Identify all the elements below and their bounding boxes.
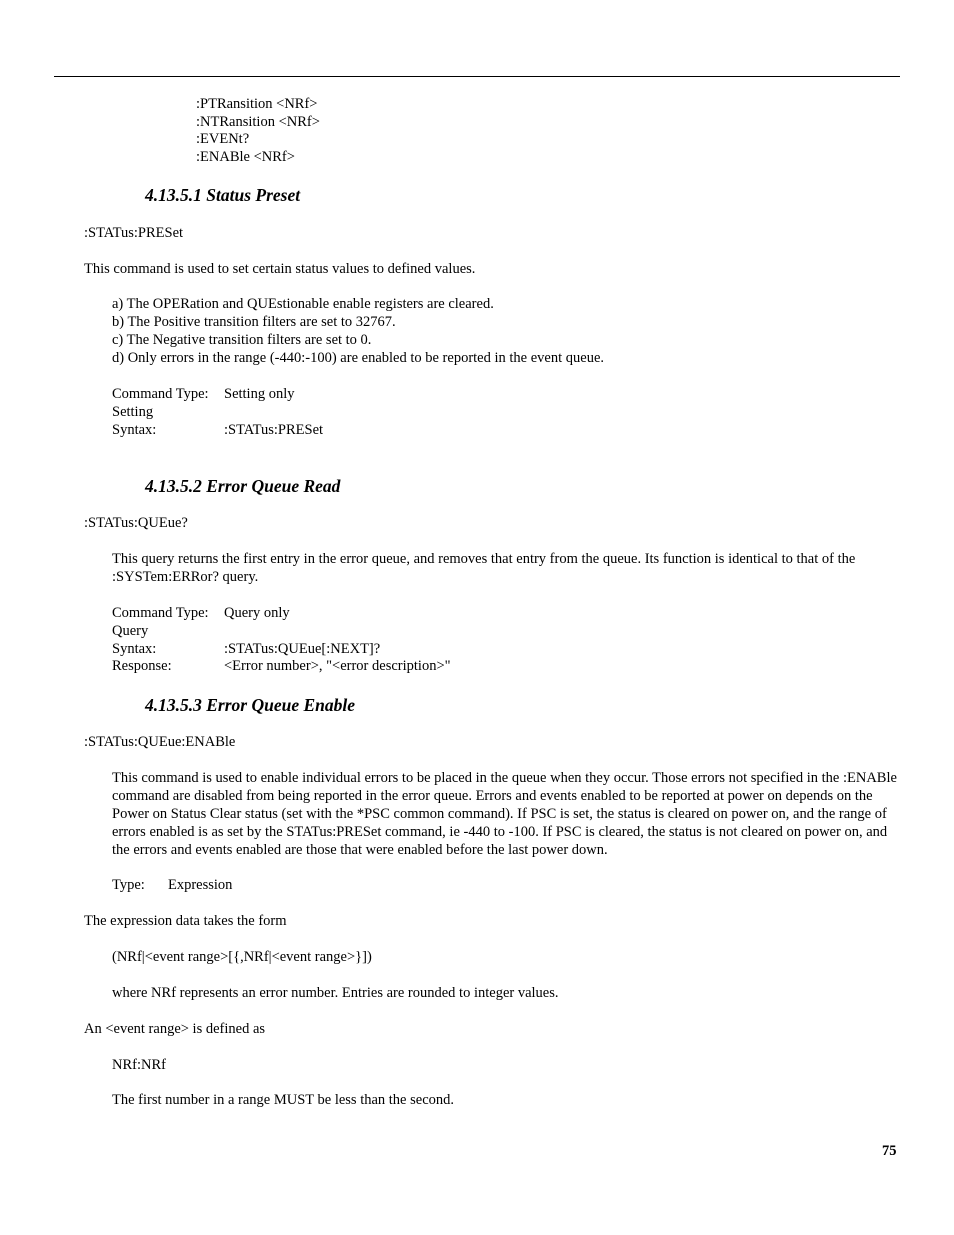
type-value: Expression: [168, 877, 233, 893]
command-type-label: Command Type:: [112, 605, 209, 621]
type-label: Type:: [112, 877, 145, 893]
command-name: :STATus:PRESet: [84, 225, 184, 241]
type-word: Setting: [112, 404, 154, 420]
list-item: a) The OPERation and QUEstionable enable registers are cleared.: [112, 296, 494, 312]
command-type-label: Command Type:: [112, 386, 209, 402]
section-heading: 4.13.5.2 Error Queue Read: [145, 476, 341, 496]
expression-intro: The expression data takes the form: [84, 913, 287, 929]
list-item: :PTRansition <NRf>: [196, 96, 318, 112]
section-heading: 4.13.5.3 Error Queue Enable: [145, 695, 356, 715]
command-name: :STATus:QUEue:ENABle: [84, 734, 236, 750]
header-rule: [54, 76, 900, 77]
description: This command is used to set certain status values to defined values.: [84, 261, 476, 277]
description: This query returns the first entry in the error queue, and removes that entry from the queue. Its function is identical to that of the :SYSTem:ERRor? query.: [112, 551, 856, 585]
type-word: Query: [112, 623, 149, 639]
expression-form: (NRf|<event range>[{,NRf|<event range>}]): [112, 949, 372, 965]
command-type-value: Query only: [224, 605, 290, 621]
syntax-label: Syntax:: [112, 641, 157, 657]
list-item: :EVENt?: [196, 131, 250, 147]
page-number: 75: [882, 1143, 897, 1159]
syntax-label: Syntax:: [112, 422, 157, 438]
list-item: :ENABle <NRf>: [196, 149, 295, 165]
range-note: The first number in a range MUST be less than the second.: [112, 1092, 455, 1108]
list-item: d) Only errors in the range (-440:-100) are enabled to be reported in the event queue.: [112, 350, 605, 366]
section-heading: 4.13.5.1 Status Preset: [145, 185, 301, 205]
expression-where: where NRf represents an error number. Entries are rounded to integer values.: [112, 985, 559, 1001]
description: This command is used to enable individual errors to be placed in the queue when they occur. Those errors not specified in the :ENABle command are disabled from being reported in the error queue. Errors and events enabled to be reported at power on depends on the Power on Status Clear status (set with the *PSC common command). If PSC is set, the status is cleared on power on, and the range of errors enabled is as set by the STATus:PRESet command, ie -440 to -100. If PSC is cleared, the status is not cleared on power on, and the errors and events enabled are those that were enabled before the last power down.: [112, 770, 897, 858]
response-value: <Error number>, "<error description>": [224, 658, 451, 674]
range-form: NRf:NRf: [112, 1057, 166, 1073]
list-item: c) The Negative transition filters are set to 0.: [112, 332, 372, 348]
response-label: Response:: [112, 658, 172, 674]
command-name: :STATus:QUEue?: [84, 515, 188, 531]
syntax-value: :STATus:PRESet: [224, 422, 324, 438]
command-type-value: Setting only: [224, 386, 295, 402]
list-item: :NTRansition <NRf>: [196, 114, 320, 130]
range-intro: An <event range> is defined as: [84, 1021, 266, 1037]
list-item: b) The Positive transition filters are set to 32767.: [112, 314, 396, 330]
syntax-value: :STATus:QUEue[:NEXT]?: [224, 641, 381, 657]
